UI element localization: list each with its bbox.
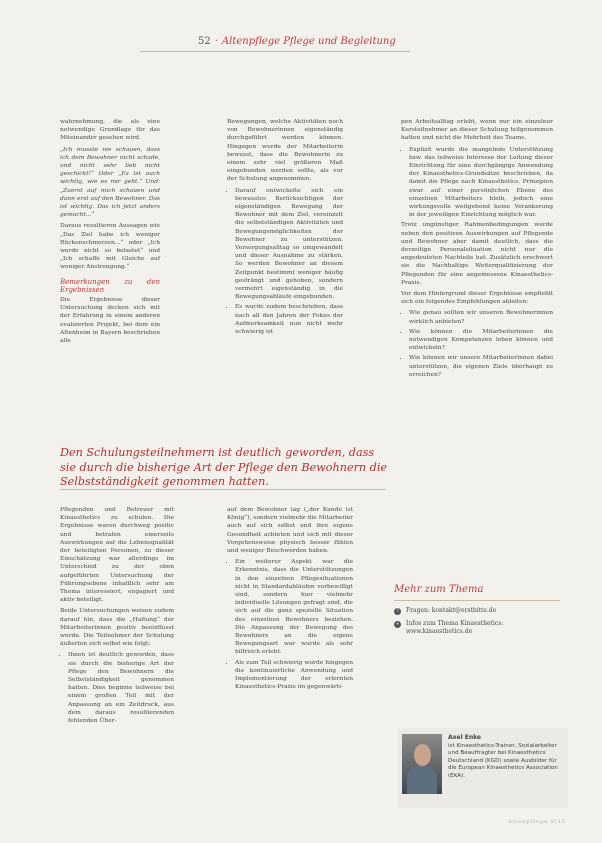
column-3-top bbox=[401, 118, 553, 381]
column-1-bottom bbox=[60, 506, 174, 727]
list-item: • Es wurde zudem beschrieben, dass nach all den Jahren der Fokus der Aufmerksamkeit nun nicht mehr schwierig ist bbox=[235, 303, 343, 336]
plus-icon: + bbox=[395, 621, 400, 627]
paragraph: Vor dem Hintergrund dieser Ergebnisse empfiehlt sich ein folgendes Empfehlungen ableiten: bbox=[401, 291, 553, 306]
paragraph: Bewegungen, welche Aktivitäten noch von Bewohnerinnen eigenständig durchgeführt werden können. Hingegen wurde der Mitarbeiterin bewusst, dass die Bewohnerin zu einem sehr viel größeren Maß eingebunden werden sollte, als vor der Schulung angenommen. bbox=[227, 119, 343, 183]
list-item: • Explizit wurde die mangelnde Unterstützung bzw. das teilweise Interesse der Leitung dieser Einrichtung für eine durchgängige Anwendung der Kinaesthetics-Grundsätze beschrieben, da damit die Pflege nach Kinaesthetics. Prinzipien zwar auf einer persönlichen Ebene des einzelnen Mitarbeiters bleib, jedoch eine wirkungsvolle weitgehend keine Verankerung in der jeweiligen Einrichtung möglich war. bbox=[409, 146, 553, 220]
quote: „Ich musste nie schauen, dass ich dem Bewohner nicht schade, und nicht sehr lieb nicht geschickt!“ Oder „Es ist auch wichtig, wie es mir geht.“ Und: „Zuerst auf mich schauen und dann erst auf den Bewohner. Das ist wichtig. Das ich jetzt anders gemacht...“ bbox=[60, 146, 160, 219]
more-info-box bbox=[394, 584, 560, 674]
author-text bbox=[448, 734, 563, 780]
section-title: Altenpflege Pflege und Begleitung bbox=[221, 36, 396, 47]
author-photo-head bbox=[414, 744, 431, 766]
author-photo-body bbox=[407, 766, 437, 794]
author-name: Axel Enke bbox=[448, 734, 481, 741]
paragraph: Die Ergebnisse dieser Untersuchung decken sich mit der Erfahrung in einem anderen evaluierten Projekt, bei dem ein Altenheim in Bayern beschrieben alle bbox=[60, 297, 160, 345]
paragraph: Daraus resultieren Aussagen wie „Das Ziel habe ich weniger Rückenschmerzen...“ oder „Ich werde nicht so belastet“ und „Ich schaffe mit Gleiche auf weniger Anstrengung.“ bbox=[60, 223, 160, 271]
list-item: • Wie können die Mitarbeiterinnen die notwendigen Kompetenzen leben können und entwickeln? bbox=[409, 328, 553, 353]
list-item: • Wie genau sollten wir unseren Bewohnerinnen wirklich anbieten? bbox=[409, 309, 553, 325]
more-info-title: Mehr zum Thema bbox=[394, 584, 484, 595]
author-box bbox=[398, 728, 568, 808]
header-rule bbox=[140, 51, 410, 52]
column-2-bottom bbox=[227, 506, 353, 693]
pull-quote-rule bbox=[60, 489, 386, 490]
list-item: • Ihnen ist deutlich geworden, dass sie durch die bisherige Art der Pflege den Bewohnern die Selbstständigkeit genommen hatten. Dies beginne teilweise bei einem großen Teil mit der Anpassung an ein Zeitdruck, aus dem daraus resultierenden fehlenden Über- bbox=[68, 651, 174, 725]
page-number: 52 bbox=[198, 36, 211, 47]
section-heading: Bemerkungen zu den Ergebnissen bbox=[60, 277, 160, 294]
list-item: • Darauf entwickelte sich ein bewusstes Berücksichtigen der eigenständigen Bewegung der Bewohner mit dem Ziel, vereinzelt die selbstständigen Aktivitäten und Bewegungsmöglichkeiten der Bewohner zu unterstützen. Versorgungsalltag so umgewandelt und dieser Ausnahme zu stärken. So werden Bewohner an diesem Zeitpunkt bestimmt weniger häufig gesträngt und gehoben, sondern vermehrt eigenständig in die Bewegungsabläufe eingebunden. bbox=[235, 187, 343, 302]
more-info-rule bbox=[394, 600, 560, 601]
pull-quote: Den Schulungsteilnehmern ist deutlich geworden, dass sie durch die bisherige Art der Pflege den Bewohnern die Selbstständigkeit genommen hatten. bbox=[60, 446, 388, 488]
contact-text: Fragen: kontakt@erstbitte.de bbox=[406, 607, 497, 614]
paragraph: Trotz ungünstiger Rahmenbedingungen wurde neben den positiven Auswirkungen auf Pflegende und Bewohner aber damit deutlich, dass die derzeitige Personalsituation nicht nur die angedeuteten Nachteile hat. Zusätzlich erschwert sie die Nachhaltige Weiterqualifizierung der Pflegenden für eine angemessene Kinaesthetics-Praxis. bbox=[401, 222, 553, 286]
paragraph: pen Arbeitsalltag erlebt, wenn nur ein einzelner Kursteilnehmer an dieser Schulung teilgenommen hatten und nicht die Mehrheit des Teams. bbox=[401, 119, 553, 142]
page-header bbox=[198, 36, 398, 47]
header-separator: · bbox=[214, 36, 218, 47]
paragraph: auf dem Bewohner lag („der Kunde ist König“), sondern vielmehr die Mitarbeiter auch auf sich selbst und ihre eigene Gesundheit achteten und sich mit dieser Vorgehensweise physisch besser fühlen und weniger Beschwerden haben. bbox=[227, 507, 353, 555]
paragraph: Pflegenden und Betreuer mit Kinaesthetics zu schulen. Die Ergebnisse waren durchweg positiv und betrafen einerseits Auswirkungen auf die Lebensqualität der beteiligten Personen, zu dieser Einschätzung war allerdings im Unterschied zu der oben aufgeführten Untersuchung der Führungsebene inhaltlich sehr am Thema interessiert, engagiert und aktiv beteiligt. bbox=[60, 507, 174, 604]
website-link[interactable] bbox=[394, 620, 560, 636]
page-footer: Altenpflege 9|11 bbox=[508, 819, 566, 825]
author-photo bbox=[402, 734, 442, 794]
list-item: • Wie können wir unsere Mitarbeiterinnen dabei unterstützen, die eigenen Ziele überhaupt zu erreichen? bbox=[409, 354, 553, 379]
question-icon: ? bbox=[394, 608, 401, 615]
author-bio: ist Kinaesthetics-Trainer, Sozialarbeiter und Beauftragter bei Kinaesthetics Deutschland (KGD) sowie Ausbilder für die European Kinaesthetics Association (EKA). bbox=[448, 742, 558, 779]
list-item: • Als zum Teil schwierig wurde hingegen die kontinuierliche Anwendung und Implementierung der erlernten Kinaesthetics-Praxis im gegenwärti- bbox=[235, 659, 353, 692]
website-text: Infos zum Thema Kinaesthetics: www.kinaesthetics.de bbox=[406, 620, 504, 635]
contact-link[interactable] bbox=[394, 607, 560, 615]
list-item: • Ein weiterer Aspekt war die Erkenntnis, dass die Unterstützungen in den einzelnen Pflegesituationen nicht in Standardabläufen vorbewilligt sind, sondern hier vielmehr individuelle Lösungen gefragt sind, die sich auf die ganz spezielle Situation des einzelnen Bewohners beziehen. Die Anpassung der Bewegung des Bewohners an die eigene Bewegungsart war wurde als sehr hilfreich erlebt. bbox=[235, 558, 353, 656]
column-2-top bbox=[227, 118, 343, 338]
column-1-top bbox=[60, 118, 160, 348]
paragraph: Beide Untersuchungen weisen zudem darauf hin, dass die „Haltung“ der Mitarbeiterinnen positiv beeinflusst wurde. Die Teilnehmer der Schulung äußerten sich selbst wie folgt: bbox=[60, 608, 174, 648]
paragraph: wahrnehmung, die als eine notwendige Grundlage für das Miteinander gesehen wird. bbox=[60, 119, 160, 142]
